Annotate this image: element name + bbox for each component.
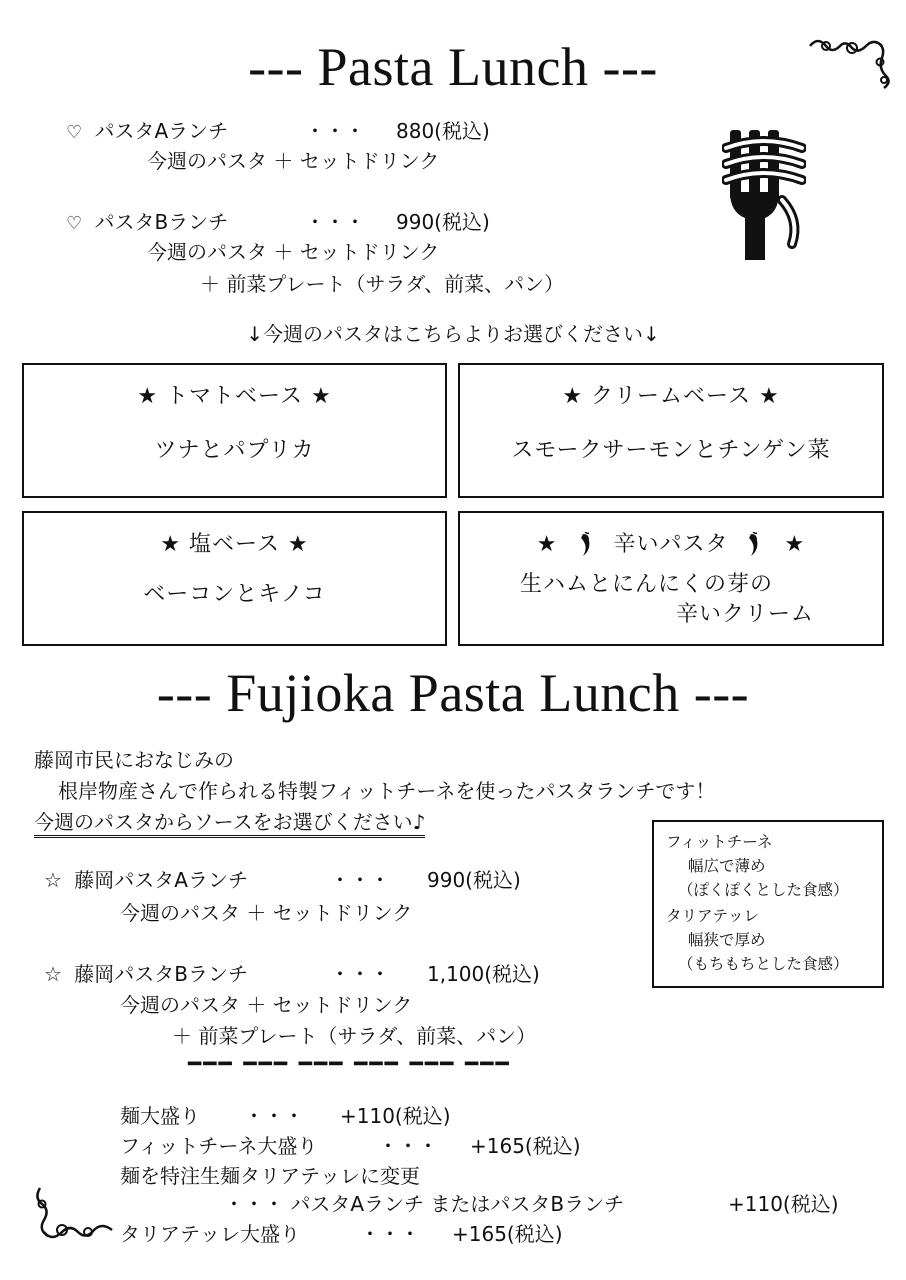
fujioka-b-desc2: ＋ 前菜プレート（サラダ、前菜、パン）: [172, 1024, 537, 1048]
box-dish-line2: 辛いクリーム: [676, 602, 815, 627]
intro-line-2: 根岸物産さんで作られる特製フィットチーネを使ったパスタランチです！: [58, 779, 716, 803]
heart-icon: ♡: [66, 122, 83, 143]
fujioka-b-desc: 今週のパスタ ＋ セットドリンク: [120, 993, 413, 1017]
menu-b-price: 990(税込): [396, 210, 490, 234]
flourish-bottom-left-icon: [30, 1182, 116, 1246]
fujioka-a-row: [44, 864, 248, 893]
menu-a-name: パスタAランチ: [94, 119, 229, 143]
section-separator: ━━━ ━━━ ━━━ ━━━ ━━━ ━━━: [188, 1052, 511, 1077]
chili-pepper-icon: [579, 532, 595, 558]
box-heading: ★ トマトベース ★: [137, 384, 332, 409]
fujioka-b-dots: ・・・: [330, 962, 390, 986]
option-row: フィットチーネ大盛り: [120, 1134, 318, 1158]
box-dish: ツナとパプリカ: [154, 438, 315, 463]
option-row: タリアテッレ大盛り: [120, 1222, 300, 1246]
salt-base-box: [22, 511, 447, 646]
star-outline-icon: ☆: [44, 962, 62, 986]
option-row: ・・・ パスタAランチ またはパスタBランチ: [224, 1192, 625, 1216]
fujioka-a-desc: 今週のパスタ ＋ セットドリンク: [120, 901, 413, 925]
box-dish: 生ハムとにんにくの芽の: [520, 572, 774, 597]
menu-b-desc2: ＋ 前菜プレート（サラダ、前菜、パン）: [200, 272, 565, 296]
cream-base-box: [458, 363, 884, 498]
tomato-base-box: [22, 363, 447, 498]
spicy-pasta-box: [458, 511, 884, 646]
fork-pasta-icon: [722, 130, 806, 260]
fujioka-a-name: 藤岡パスタAランチ: [74, 868, 248, 892]
chili-pepper-icon: [747, 532, 763, 558]
fujioka-pasta-lunch-title: --- Fujioka Pasta Lunch ---: [156, 663, 750, 723]
menu-b-name: パスタBランチ: [94, 210, 229, 234]
box-heading: ★ クリームベース ★: [562, 384, 780, 409]
fujioka-b-row: [44, 958, 248, 987]
menu-a-desc: 今週のパスタ ＋ セットドリンク: [147, 149, 440, 173]
intro-line-1: 藤岡市民におなじみの: [34, 748, 234, 772]
menu-b-row: [66, 206, 228, 235]
fujioka-a-dots: ・・・: [330, 868, 390, 892]
pasta-lunch-title: --- Pasta Lunch ---: [248, 37, 658, 97]
box-heading: ★ 塩ベース ★: [160, 532, 309, 557]
menu-b-desc: 今週のパスタ ＋ セットドリンク: [147, 240, 440, 264]
noodle-note-box: フィットチーネ 幅広で薄め （ぽくぽくとした食感） タリアテッレ 幅狭で厚め （もちもちとした食感）: [652, 820, 884, 988]
fujioka-b-price: 1,100(税込): [427, 962, 540, 986]
option-row: 麺を特注生麺タリアテッレに変更: [120, 1164, 420, 1188]
box-dish: ベーコンとキノコ: [143, 582, 326, 607]
choose-pasta-text: ↓今週のパスタはこちらよりお選びください↓: [246, 322, 660, 346]
menu-a-price: 880(税込): [396, 119, 490, 143]
menu-a-dots: ・・・: [305, 119, 365, 143]
box-heading: ★ 辛いパスタ ★: [536, 532, 806, 557]
heart-icon: ♡: [66, 213, 83, 234]
star-outline-icon: ☆: [44, 868, 62, 892]
fujioka-a-price: 990(税込): [427, 868, 521, 892]
menu-b-dots: ・・・: [305, 210, 365, 234]
box-dish: スモークサーモンとチンゲン菜: [511, 438, 831, 463]
menu-a-row: [66, 115, 228, 144]
fujioka-b-name: 藤岡パスタBランチ: [74, 962, 249, 986]
intro-line-3: 今週のパスタからソースをお選びください♪: [34, 806, 425, 835]
option-row: 麺大盛り: [120, 1104, 200, 1128]
